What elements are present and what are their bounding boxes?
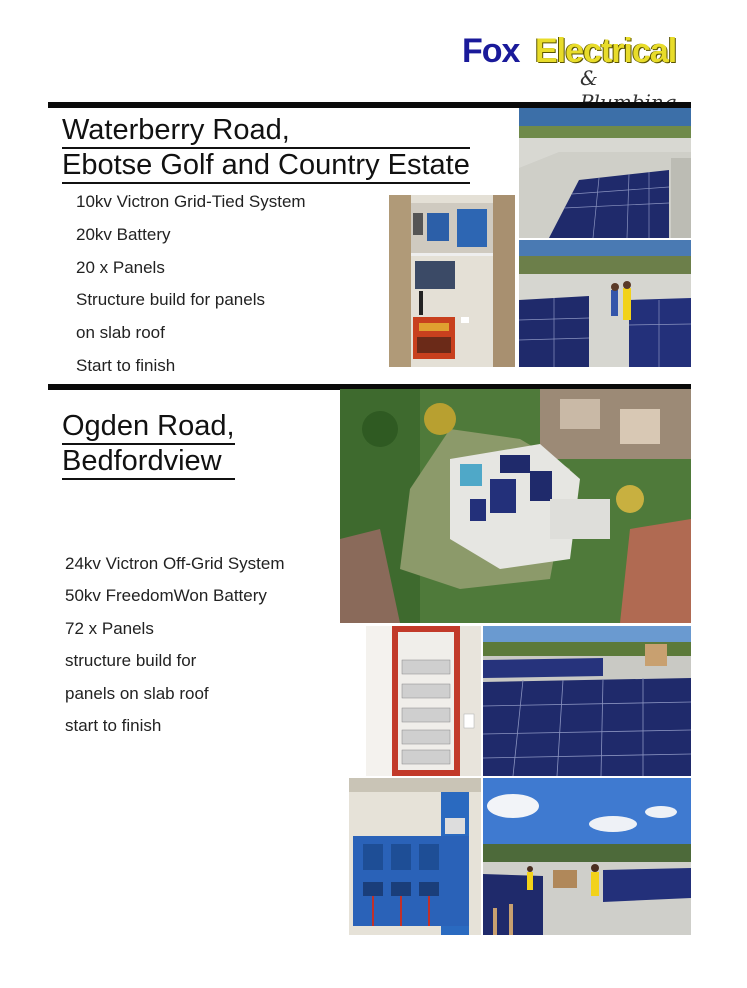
project-2-spec-list <box>65 553 285 747</box>
spec-item: 72 x Panels <box>65 618 154 638</box>
logo-word-electrical: Electrical <box>535 32 677 70</box>
project-2-title-line2: Bedfordview <box>62 445 235 480</box>
logo-word-fox: Fox <box>462 32 520 70</box>
installation-crew-photo <box>483 778 691 935</box>
spec-item: 10kv Victron Grid-Tied System <box>76 192 306 211</box>
spec-item: 50kv FreedomWon Battery <box>65 586 267 606</box>
distribution-board-photo <box>366 626 481 776</box>
solar-array-photo <box>483 626 691 776</box>
spec-item: 20 x Panels <box>76 257 165 277</box>
spec-item: 20kv Battery <box>76 224 171 244</box>
inverters-wall-photo <box>349 778 481 935</box>
company-logo <box>462 32 694 94</box>
spec-item: Structure build for panels <box>76 290 265 310</box>
workers-on-roof-photo <box>519 240 691 367</box>
aerial-house-photo <box>340 389 691 623</box>
spec-item: on slab roof <box>76 323 165 343</box>
rooftop-panels-photo <box>519 108 691 238</box>
project-2-title <box>62 410 235 480</box>
project-2-title-line1: Ogden Road, <box>62 410 235 445</box>
project-1-title <box>62 114 470 184</box>
project-1-spec-list <box>76 191 306 388</box>
spec-item: structure build for <box>65 651 197 671</box>
spec-item: panels on slab roof <box>65 683 209 703</box>
project-1-title-line1: Waterberry Road, <box>62 114 470 149</box>
spec-item: Start to finish <box>76 355 176 375</box>
logo-subtitle: & <box>580 66 598 90</box>
project-1-title-line2: Ebotse Golf and Country Estate <box>62 149 470 184</box>
spec-item: start to finish <box>65 715 162 735</box>
inverter-installation-photo <box>389 195 515 367</box>
spec-item: 24kv Victron Off-Grid System <box>65 554 285 573</box>
